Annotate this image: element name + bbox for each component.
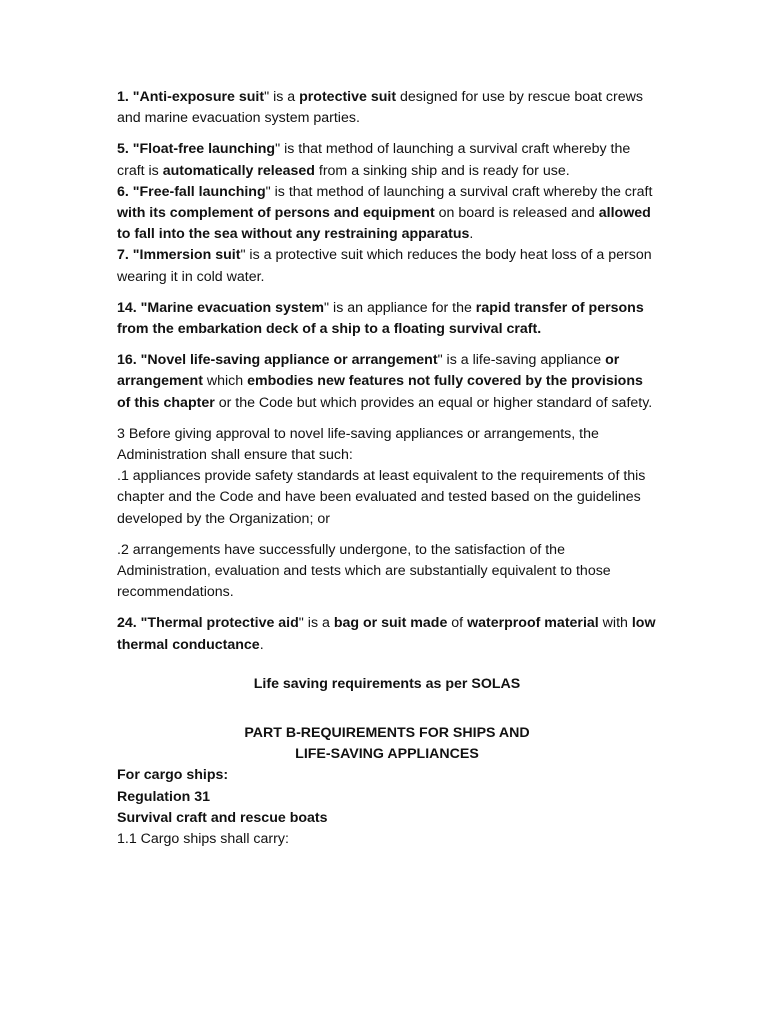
definition-emphasis: or arrangement: [117, 352, 620, 390]
definition-term: Marine evacuation system: [147, 299, 325, 316]
part-b-heading: [117, 723, 657, 765]
definition-1: [117, 87, 657, 129]
definition-term: Anti-exposure suit: [139, 89, 265, 105]
part-b-heading-line-2: LIFE-SAVING APPLIANCES: [295, 746, 479, 763]
definition-term: Free-fall launching: [139, 183, 266, 200]
paragraph-3-intro: 3 Before giving approval to novel life-saving appliances or arrangements, the Administration shall ensure that such:: [117, 425, 599, 464]
definition-text: of: [447, 615, 468, 632]
definition-text: .: [469, 226, 474, 243]
solas-heading: Life saving requirements as per SOLAS: [253, 675, 521, 692]
definition-emphasis: embodies new features not fully covered by the provisions of this chapter: [117, 373, 643, 411]
definition-emphasis: protective suit: [299, 89, 397, 105]
quote-mark: ": [437, 352, 443, 369]
definition-text: on board is released and: [434, 205, 599, 222]
definition-emphasis: automatically released: [162, 162, 315, 179]
definition-number: 5. ": [117, 141, 140, 158]
regulation-number: Regulation 31: [117, 788, 211, 805]
definition-24: [117, 613, 657, 655]
definition-number: 7. ": [117, 247, 140, 264]
definition-term: Immersion suit: [139, 247, 241, 264]
definition-term: Float-free launching: [139, 141, 276, 158]
quote-mark: ": [240, 247, 246, 264]
definition-text: is a protective suit which reduces the body heat loss of a person wearing it in cold water.: [117, 247, 652, 285]
definition-text: .: [259, 636, 264, 653]
document-body: [117, 87, 657, 850]
definition-text: is an appliance for the: [329, 299, 476, 316]
definition-7: [117, 245, 657, 287]
definition-number: 6. ": [117, 183, 140, 200]
definition-text: from a sinking ship and is ready for use.: [314, 162, 570, 179]
part-b-heading-line-1: PART B-REQUIREMENTS FOR SHIPS AND: [244, 725, 530, 742]
definition-text: is a: [269, 89, 300, 105]
definition-emphasis: low thermal conductance: [117, 615, 656, 653]
definition-emphasis: bag or suit made: [333, 615, 448, 632]
definition-text: designed for use by rescue boat crews and marine evacuation system parties.: [117, 89, 643, 127]
definition-text: is that method of launching a survival craft whereby the craft is: [117, 141, 631, 179]
definition-emphasis: allowed to fall into the sea without any restraining apparatus: [117, 205, 651, 243]
quote-mark: ": [265, 183, 271, 200]
definition-emphasis: with its complement of persons and equipment: [117, 205, 435, 222]
definition-text: which: [202, 373, 248, 390]
definition-emphasis: rapid transfer of persons from the embarkation deck of a ship to a floating survival craft.: [117, 299, 644, 338]
regulation-title: Survival craft and rescue boats: [117, 809, 328, 826]
cargo-ships-label: For cargo ships:: [117, 767, 229, 784]
definition-6: [117, 182, 657, 246]
definition-14: [117, 298, 657, 340]
definition-term: Novel life-saving appliance or arrangement: [147, 352, 438, 369]
paragraph-3-item-1: .1 appliances provide safety standards at least equivalent to the requirements of this chapter and the Code and have been evaluated and tested based on the guidelines developed by the Organization; or: [117, 468, 646, 527]
quote-mark: ": [275, 141, 281, 158]
regulation-item-1-1: 1.1 Cargo ships shall carry:: [117, 831, 289, 848]
definition-text: with: [598, 615, 632, 632]
quote-mark: ": [264, 89, 270, 105]
paragraph-3-item-2: .2 arrangements have successfully undergone, to the satisfaction of the Administration, evaluation and tests which are substantially equivalent to those recommendations.: [117, 541, 611, 601]
definition-number: 16. ": [117, 352, 148, 369]
definition-number: 1. ": [117, 89, 140, 105]
definition-number: 14. ": [117, 299, 148, 316]
definition-number: 24. ": [117, 615, 148, 632]
definition-term: Thermal protective aid: [147, 615, 299, 632]
definition-text: or the Code but which provides an equal or higher standard of safety.: [214, 394, 653, 411]
quote-mark: ": [298, 615, 304, 632]
definition-text: is a life-saving appliance: [442, 352, 606, 369]
quote-mark: ": [324, 299, 330, 316]
definition-5: [117, 139, 657, 181]
definition-text: is a: [303, 615, 334, 632]
definition-16: [117, 350, 657, 414]
definition-emphasis: waterproof material: [467, 615, 599, 632]
definition-text: is that method of launching a survival craft whereby the craft: [270, 183, 653, 200]
